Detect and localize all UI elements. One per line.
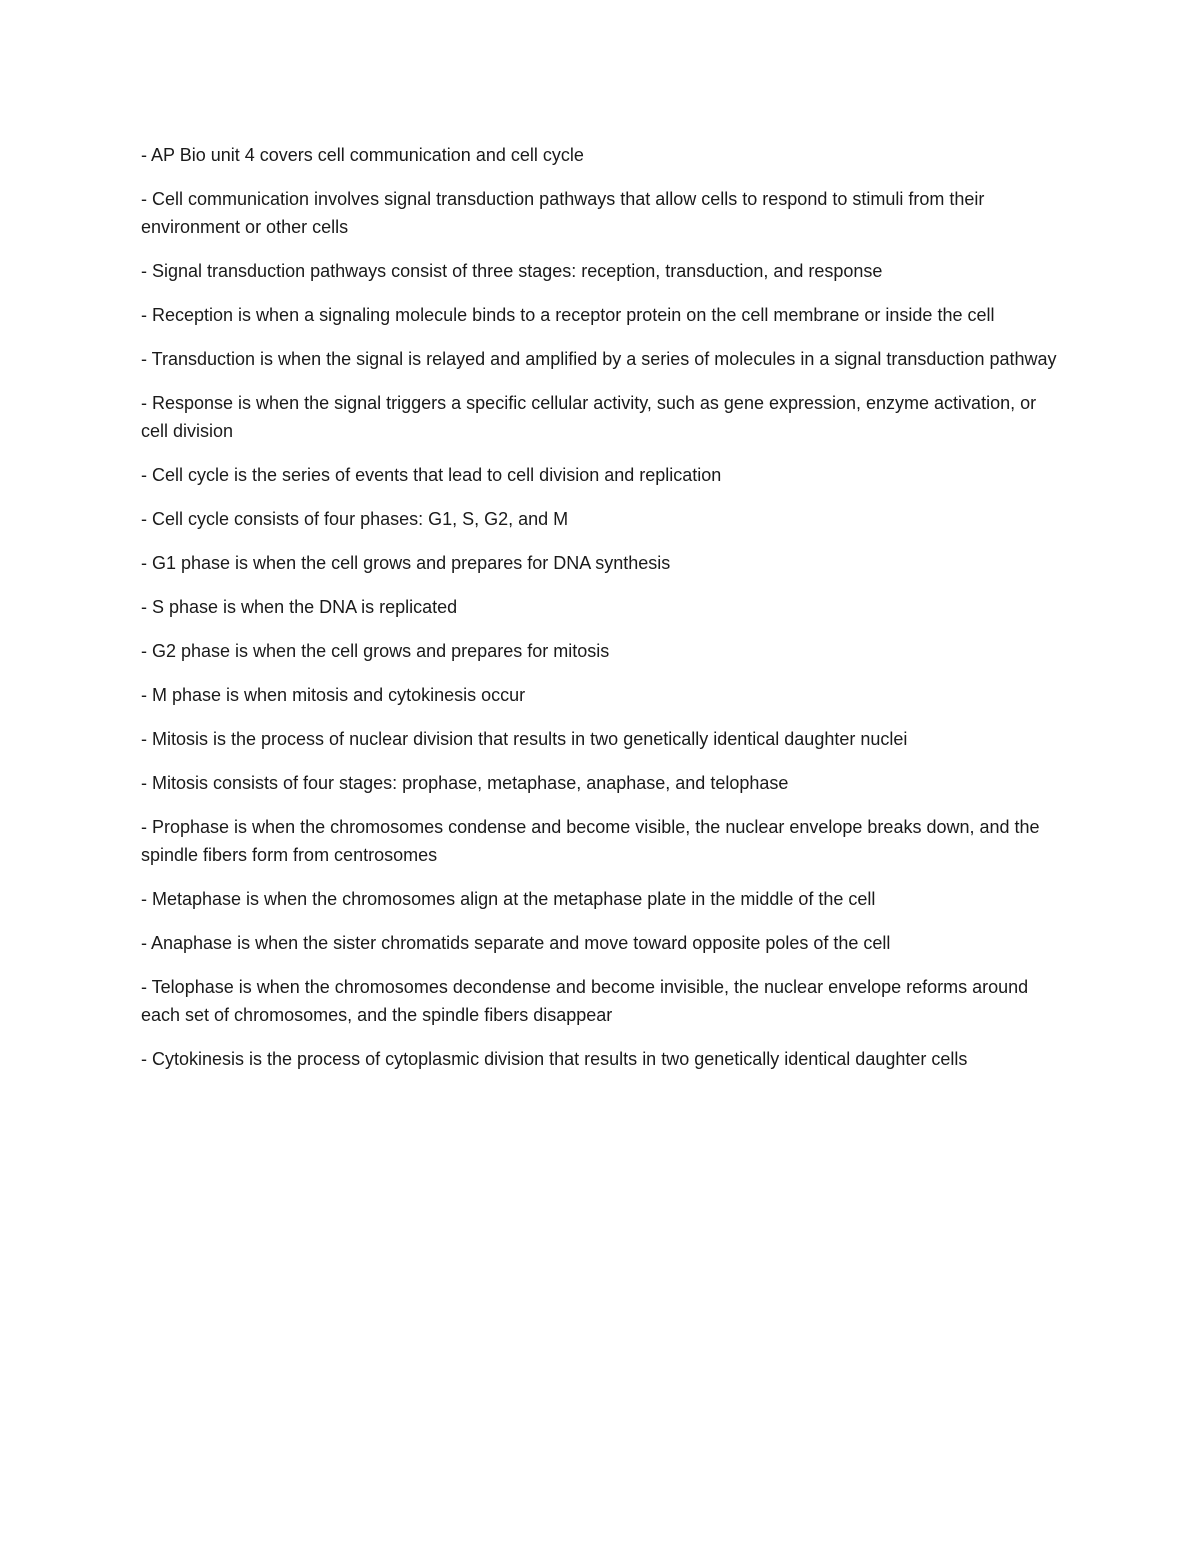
bullet-paragraph: - Cytokinesis is the process of cytoplasmic division that results in two genetically identical daughter cells (141, 1049, 968, 1069)
bullet-paragraph: - Prophase is when the chromosomes condense and become visible, the nuclear envelope breaks down, and the spindle fibers form from centrosomes (141, 817, 1040, 865)
bullet-paragraph: - Mitosis consists of four stages: prophase, metaphase, anaphase, and telophase (141, 773, 789, 793)
bullet-paragraph: - Cell communication involves signal transduction pathways that allow cells to respond to stimuli from their environment or other cells (141, 189, 985, 237)
bullet-paragraph: - M phase is when mitosis and cytokinesis occur (141, 685, 526, 705)
bullet-paragraph: - Mitosis is the process of nuclear division that results in two genetically identical daughter nuclei (141, 729, 908, 749)
bullet-paragraph: - AP Bio unit 4 covers cell communication and cell cycle (141, 145, 584, 165)
bullet-paragraph: - Anaphase is when the sister chromatids separate and move toward opposite poles of the cell (141, 933, 891, 953)
bullet-paragraph: - G1 phase is when the cell grows and prepares for DNA synthesis (141, 553, 671, 573)
bullet-paragraph: - S phase is when the DNA is replicated (141, 597, 458, 617)
bullet-paragraph: - Reception is when a signaling molecule binds to a receptor protein on the cell membrane or inside the cell (141, 305, 995, 325)
bullet-paragraph: - Transduction is when the signal is relayed and amplified by a series of molecules in a signal transduction pathway (141, 349, 1057, 369)
bullet-paragraph: - G2 phase is when the cell grows and prepares for mitosis (141, 641, 610, 661)
bullet-paragraph: - Metaphase is when the chromosomes align at the metaphase plate in the middle of the cell (141, 889, 876, 909)
bullet-paragraph: - Telophase is when the chromosomes decondense and become invisible, the nuclear envelope reforms around each set of chromosomes, and the spindle fibers disappear (141, 977, 1029, 1025)
bullet-paragraph: - Cell cycle consists of four phases: G1, S, G2, and M (141, 509, 569, 529)
bullet-paragraph: - Signal transduction pathways consist of three stages: reception, transduction, and response (141, 261, 883, 281)
bullet-paragraph: - Response is when the signal triggers a specific cellular activity, such as gene expression, enzyme activation, or cell division (141, 393, 1037, 441)
bullet-paragraph: - Cell cycle is the series of events that lead to cell division and replication (141, 465, 722, 485)
document-body (141, 141, 1061, 1089)
